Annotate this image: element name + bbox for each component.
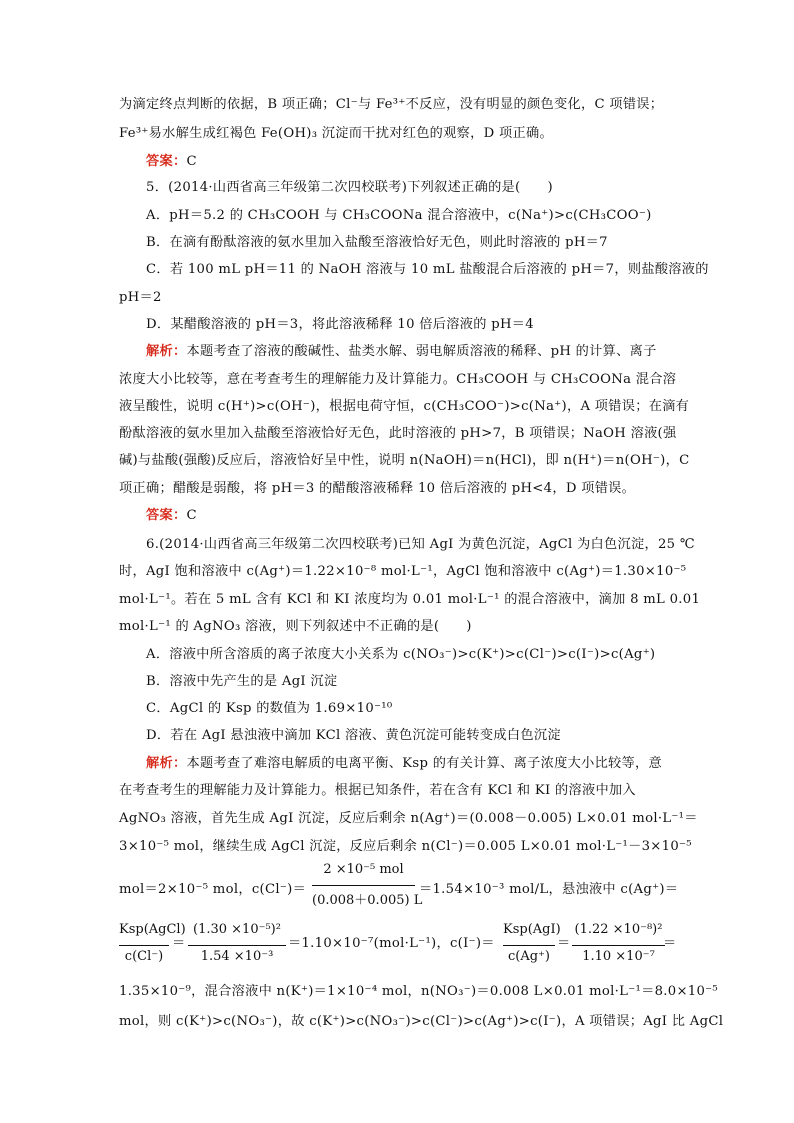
- option-c: C．若 100 mL pH＝11 的 NaOH 溶液与 10 mL 盐酸混合后溶液的 pH＝7，则盐酸溶液的: [146, 262, 709, 277]
- equals-sign: ＝: [663, 936, 677, 951]
- answer-value: C: [186, 508, 197, 523]
- analysis-label: 解析：: [146, 344, 187, 359]
- fraction-numerator: Ksp(AgCl): [119, 922, 186, 937]
- analysis-text: 本题考查了难溶电解质的电离平衡、Ksp 的有关计算、离子浓度大小比较等，意: [186, 756, 663, 771]
- formula-mid: ＝1.10×10⁻⁷(mol·L⁻¹)，c(I⁻)＝: [288, 936, 495, 951]
- answer-value: C: [186, 154, 197, 169]
- fraction-denominator: 1.54 ×10⁻³: [200, 949, 274, 964]
- fraction-numerator: (1.30 ×10⁻⁵)²: [193, 922, 281, 937]
- question-6-stem: 6.(2014·山西省高三年级第二次四校联考)已知 AgI 为黄色沉淀，AgCl 为白色沉淀，25 ℃: [146, 537, 695, 552]
- text-line: 3×10⁻⁵ mol，继续生成 AgCl 沉淀，反应后剩余 n(Cl⁻)＝0.005 L×0.01 mol·L⁻¹－3×10⁻⁵: [119, 839, 692, 854]
- fraction-denominator: (0.008＋0.005) L: [312, 893, 423, 908]
- text-line: 在考查考生的理解能力及计算能力。根据已知条件，若在含有 KCl 和 KI 的溶液中加入: [119, 783, 636, 798]
- fraction-denominator: c(Ag⁺): [508, 949, 550, 964]
- answer-label: 答案：: [146, 154, 187, 169]
- option-a: A．pH＝5.2 的 CH₃COOH 与 CH₃COONa 混合溶液中，c(Na⁺)>c(CH₃COO⁻): [146, 208, 652, 223]
- text-line: 酚酞溶液的氨水里加入盐酸至溶液恰好无色，此时溶液的 pH>7，B 项错误；NaOH 溶液(强: [119, 426, 677, 441]
- equals-sign: ＝: [172, 936, 186, 951]
- fraction-1: [312, 862, 423, 910]
- analysis-line: [146, 342, 657, 362]
- option-b: B．溶液中先产生的是 AgI 沉淀: [146, 674, 338, 689]
- fraction-3: [188, 922, 286, 970]
- option-c-cont: pH＝2: [119, 290, 162, 305]
- option-c: C．AgCl 的 Ksp 的数值为 1.69×10⁻¹⁰: [146, 701, 393, 716]
- text-line: 浓度大小比较等，意在考查考生的理解能力及计算能力。CH₃COOH 与 CH₃COONa 混合溶: [119, 372, 677, 387]
- text-line: 项正确；醋酸是弱酸，将 pH＝3 的醋酸溶液稀释 10 倍后溶液的 pH<4，D 项错误。: [119, 481, 636, 496]
- equals-sign: ＝: [557, 936, 571, 951]
- analysis-line: [146, 754, 662, 774]
- text-line: Fe³⁺易水解生成红褐色 Fe(OH)₃ 沉淀而干扰对红色的观察，D 项正确。: [119, 126, 553, 141]
- question-5-stem: 5．(2014·山西省高三年级第二次四校联考)下列叙述正确的是( ): [146, 180, 553, 195]
- fraction-numerator: Ksp(AgI): [503, 922, 561, 937]
- text-line: 时，AgI 饱和溶液中 c(Ag⁺)＝1.22×10⁻⁸ mol·L⁻¹，AgCl 饱和溶液中 c(Ag⁺)＝1.30×10⁻⁵: [119, 564, 687, 579]
- text-line: mol·L⁻¹ 的 AgNO₃ 溶液，则下列叙述中不正确的是( ): [119, 619, 472, 634]
- formula-suffix: ＝1.54×10⁻³ mol/L，悬浊液中 c(Ag⁺)＝: [419, 882, 679, 897]
- fraction-4: [503, 922, 561, 970]
- answer-line: [146, 506, 197, 526]
- formula-prefix: mol＝2×10⁻⁵ mol，c(Cl⁻)＝: [119, 882, 307, 897]
- fraction-denominator: c(Cl⁻): [124, 949, 164, 964]
- text-line: 为滴定终点判断的依据，B 项正确；Cl⁻与 Fe³⁺不反应，没有明显的颜色变化，C 项错误；: [119, 97, 664, 112]
- option-d: D．若在 AgI 悬浊液中滴加 KCl 溶液、黄色沉淀可能转变成白色沉淀: [146, 728, 561, 743]
- analysis-text: 本题考查了溶液的酸碱性、盐类水解、弱电解质溶液的稀释、pH 的计算、离子: [186, 344, 657, 359]
- option-b: B．在滴有酚酞溶液的氨水里加入盐酸至溶液恰好无色，则此时溶液的 pH＝7: [146, 235, 608, 250]
- fraction-2: [119, 922, 186, 970]
- answer-line: [146, 152, 197, 172]
- text-line: 液呈酸性，说明 c(H⁺)>c(OH⁻)，根据电荷守恒，c(CH₃COO⁻)>c(Na⁺)，A 项错误；在滴有: [119, 399, 690, 414]
- fraction-denominator: 1.10 ×10⁻⁷: [582, 949, 655, 964]
- text-line: 1.35×10⁻⁹，混合溶液中 n(K⁺)＝1×10⁻⁴ mol，n(NO₃⁻)＝0.008 L×0.01 mol·L⁻¹＝8.0×10⁻⁵: [119, 984, 719, 999]
- answer-label: 答案：: [146, 508, 187, 523]
- text-line: AgNO₃ 溶液，首先生成 AgI 沉淀，反应后剩余 n(Ag⁺)＝(0.008－0.005) L×0.01 mol·L⁻¹＝: [119, 811, 698, 826]
- option-d: D．某醋酸溶液的 pH＝3，将此溶液稀释 10 倍后溶液的 pH＝4: [146, 317, 534, 332]
- analysis-label: 解析：: [146, 756, 187, 771]
- text-line: mol·L⁻¹。若在 5 mL 含有 KCl 和 KI 浓度均为 0.01 mol·L⁻¹ 的混合溶液中，滴加 8 mL 0.01: [119, 592, 701, 607]
- option-a: A．溶液中所含溶质的离子浓度大小关系为 c(NO₃⁻)>c(K⁺)>c(Cl⁻)>c(I⁻)>c(Ag⁺): [146, 647, 656, 662]
- fraction-5: [572, 922, 665, 970]
- text-line: mol，则 c(K⁺)>c(NO₃⁻)，故 c(K⁺)>c(NO₃⁻)>c(Cl⁻)>c(Ag⁺)>c(I⁻)，A 项错误；AgI 比 AgCl: [119, 1014, 724, 1029]
- fraction-numerator: 2 ×10⁻⁵ mol: [323, 862, 404, 877]
- text-line: 碱)与盐酸(强酸)反应后，溶液恰好呈中性，说明 n(NaOH)＝n(HCl)，即 n(H⁺)＝n(OH⁻)，C: [119, 453, 690, 468]
- fraction-numerator: (1.22 ×10⁻⁸)²: [574, 922, 663, 937]
